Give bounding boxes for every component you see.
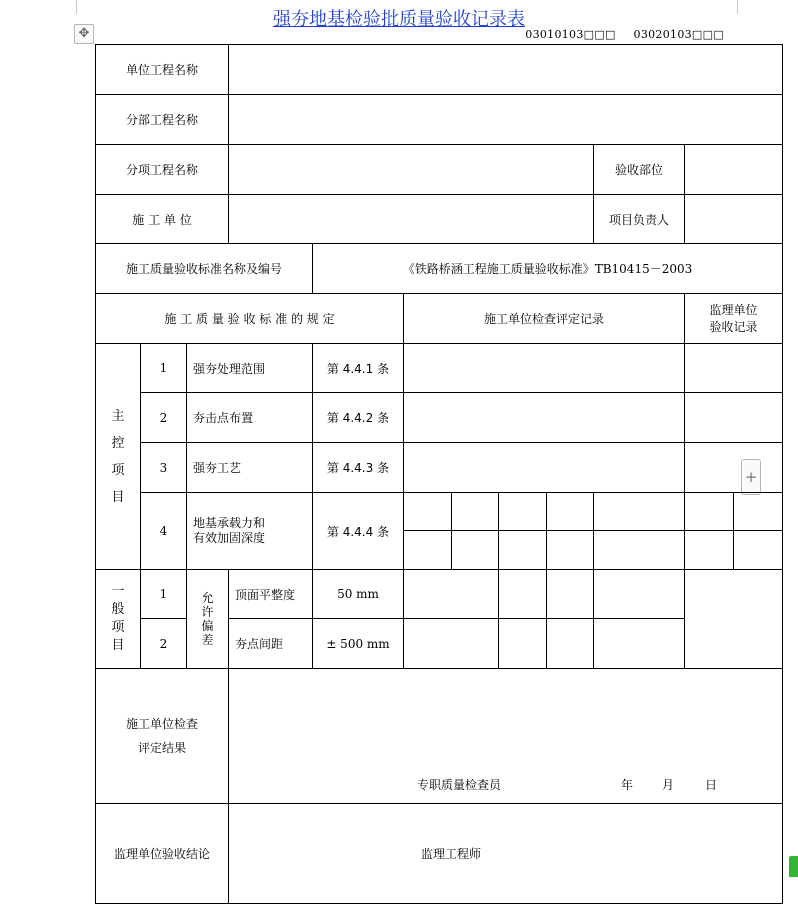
main-item-name: 强夯处理范围 bbox=[187, 344, 313, 393]
main-item-clause: 第 4.4.2 条 bbox=[313, 393, 404, 443]
project-manager-label: 项目负责人 bbox=[594, 195, 685, 244]
bearing-supervision-cell[interactable] bbox=[734, 493, 783, 531]
bearing-check-cell[interactable] bbox=[499, 531, 547, 570]
supervision-conclusion-field[interactable] bbox=[229, 804, 783, 904]
spec-heading: 施 工 质 量 验 收 标 准 的 规 定 bbox=[96, 294, 404, 344]
form-code-1: 03010103□□□ bbox=[525, 28, 616, 41]
general-item-name: 顶面平整度 bbox=[229, 570, 313, 619]
main-item-no: 4 bbox=[141, 493, 187, 570]
bearing-check-cell[interactable] bbox=[594, 493, 685, 531]
main-item-clause: 第 4.4.3 条 bbox=[313, 443, 404, 493]
row-supervision-conclusion bbox=[96, 804, 783, 904]
main-item-row-3 bbox=[96, 443, 783, 493]
main-item-clause: 第 4.4.1 条 bbox=[313, 344, 404, 393]
row-subitem-project bbox=[96, 145, 783, 195]
row-construction-result bbox=[96, 669, 783, 804]
main-item-clause: 第 4.4.4 条 bbox=[313, 493, 404, 570]
main-item-no: 1 bbox=[141, 344, 187, 393]
unit-project-field[interactable] bbox=[229, 45, 783, 95]
bearing-check-cell[interactable] bbox=[404, 493, 452, 531]
add-column-icon[interactable]: + bbox=[741, 459, 761, 495]
general-item-no: 2 bbox=[141, 619, 187, 669]
standard-label: 施工质量验收标准名称及编号 bbox=[96, 244, 313, 294]
bearing-supervision-cell[interactable] bbox=[685, 531, 734, 570]
acceptance-record-table bbox=[95, 44, 783, 904]
main-item-row-2 bbox=[96, 393, 783, 443]
bearing-check-cell[interactable] bbox=[499, 493, 547, 531]
general-item-check-cell[interactable] bbox=[499, 570, 547, 619]
acceptance-location-field[interactable] bbox=[685, 145, 783, 195]
bearing-check-cell[interactable] bbox=[594, 531, 685, 570]
division-project-field[interactable] bbox=[229, 95, 783, 145]
project-manager-field[interactable] bbox=[685, 195, 783, 244]
unit-project-label: 单位工程名称 bbox=[96, 45, 229, 95]
form-codes bbox=[511, 28, 724, 41]
subitem-project-field[interactable] bbox=[229, 145, 594, 195]
main-item-name-multiline: 地基承载力和 有效加固深度 bbox=[187, 493, 313, 570]
general-item-check-cell[interactable] bbox=[499, 619, 547, 669]
general-item-row-1 bbox=[96, 570, 783, 619]
bearing-check-cell[interactable] bbox=[547, 493, 594, 531]
row-construction-unit bbox=[96, 195, 783, 244]
main-item-check-cell[interactable] bbox=[404, 344, 685, 393]
side-status-marker bbox=[789, 856, 798, 877]
general-item-value: 50 mm bbox=[313, 570, 404, 619]
main-item-supervision-cell[interactable] bbox=[685, 344, 783, 393]
general-item-check-cell[interactable] bbox=[547, 570, 594, 619]
general-item-check-cell[interactable] bbox=[594, 570, 685, 619]
row-standard bbox=[96, 244, 783, 294]
construction-unit-field[interactable] bbox=[229, 195, 594, 244]
general-item-check-cell[interactable] bbox=[404, 570, 499, 619]
row-division-project bbox=[96, 95, 783, 145]
bearing-supervision-cell[interactable] bbox=[685, 493, 734, 531]
general-item-no: 1 bbox=[141, 570, 187, 619]
general-item-check-cell[interactable] bbox=[547, 619, 594, 669]
main-item-supervision-cell[interactable] bbox=[685, 393, 783, 443]
division-project-label: 分部工程名称 bbox=[96, 95, 229, 145]
subitem-project-label: 分项工程名称 bbox=[96, 145, 229, 195]
row-unit-project bbox=[96, 45, 783, 95]
document-title[interactable]: 强夯地基检验批质量验收记录表 bbox=[273, 9, 525, 30]
standard-value: 《铁路桥涵工程施工质量验收标准》TB10415－2003 bbox=[313, 244, 783, 294]
main-item-check-cell[interactable] bbox=[404, 393, 685, 443]
tolerance-label: 允 许 偏 差 bbox=[187, 570, 229, 669]
main-item-no: 3 bbox=[141, 443, 187, 493]
bearing-check-cell[interactable] bbox=[404, 531, 452, 570]
main-item-name: 强夯工艺 bbox=[187, 443, 313, 493]
construction-check-heading: 施工单位检查评定记录 bbox=[404, 294, 685, 344]
main-item-supervision-cell[interactable] bbox=[685, 443, 783, 493]
bearing-check-cell[interactable] bbox=[452, 493, 499, 531]
general-items-group-label: 一 般 项 目 bbox=[96, 570, 141, 669]
main-items-group-label: 主 控 项 目 bbox=[96, 344, 141, 570]
acceptance-location-label: 验收部位 bbox=[594, 145, 685, 195]
main-item-row-4a bbox=[96, 493, 783, 531]
supervision-record-heading-text: 监理单位验收记录 bbox=[709, 302, 758, 334]
form-code-2: 03020103□□□ bbox=[633, 28, 724, 41]
construction-result-signatures[interactable]: 专职质量检查员 年 月 日 bbox=[229, 669, 783, 804]
supervision-conclusion-label: 监理单位验收结论 bbox=[96, 804, 229, 904]
main-item-name: 夯击点布置 bbox=[187, 393, 313, 443]
table-move-handle-icon[interactable]: ✥ bbox=[74, 24, 94, 44]
bearing-check-cell[interactable] bbox=[547, 531, 594, 570]
general-item-value: ± 500 mm bbox=[313, 619, 404, 669]
main-item-row-1 bbox=[96, 344, 783, 393]
general-item-supervision-cell[interactable] bbox=[685, 570, 783, 669]
bearing-supervision-cell[interactable] bbox=[734, 531, 783, 570]
row-column-headings bbox=[96, 294, 783, 344]
general-item-name: 夯点间距 bbox=[229, 619, 313, 669]
bearing-check-cell[interactable] bbox=[452, 531, 499, 570]
main-item-no: 2 bbox=[141, 393, 187, 443]
general-item-check-cell[interactable] bbox=[404, 619, 499, 669]
main-item-check-cell[interactable] bbox=[404, 443, 685, 493]
construction-result-label: 施工单位检查 评定结果 bbox=[96, 669, 229, 804]
general-item-check-cell[interactable] bbox=[594, 619, 685, 669]
construction-unit-label: 施 工 单 位 bbox=[96, 195, 229, 244]
supervision-engineer-label: 监理工程师 bbox=[421, 847, 482, 861]
supervision-record-heading bbox=[685, 294, 783, 344]
